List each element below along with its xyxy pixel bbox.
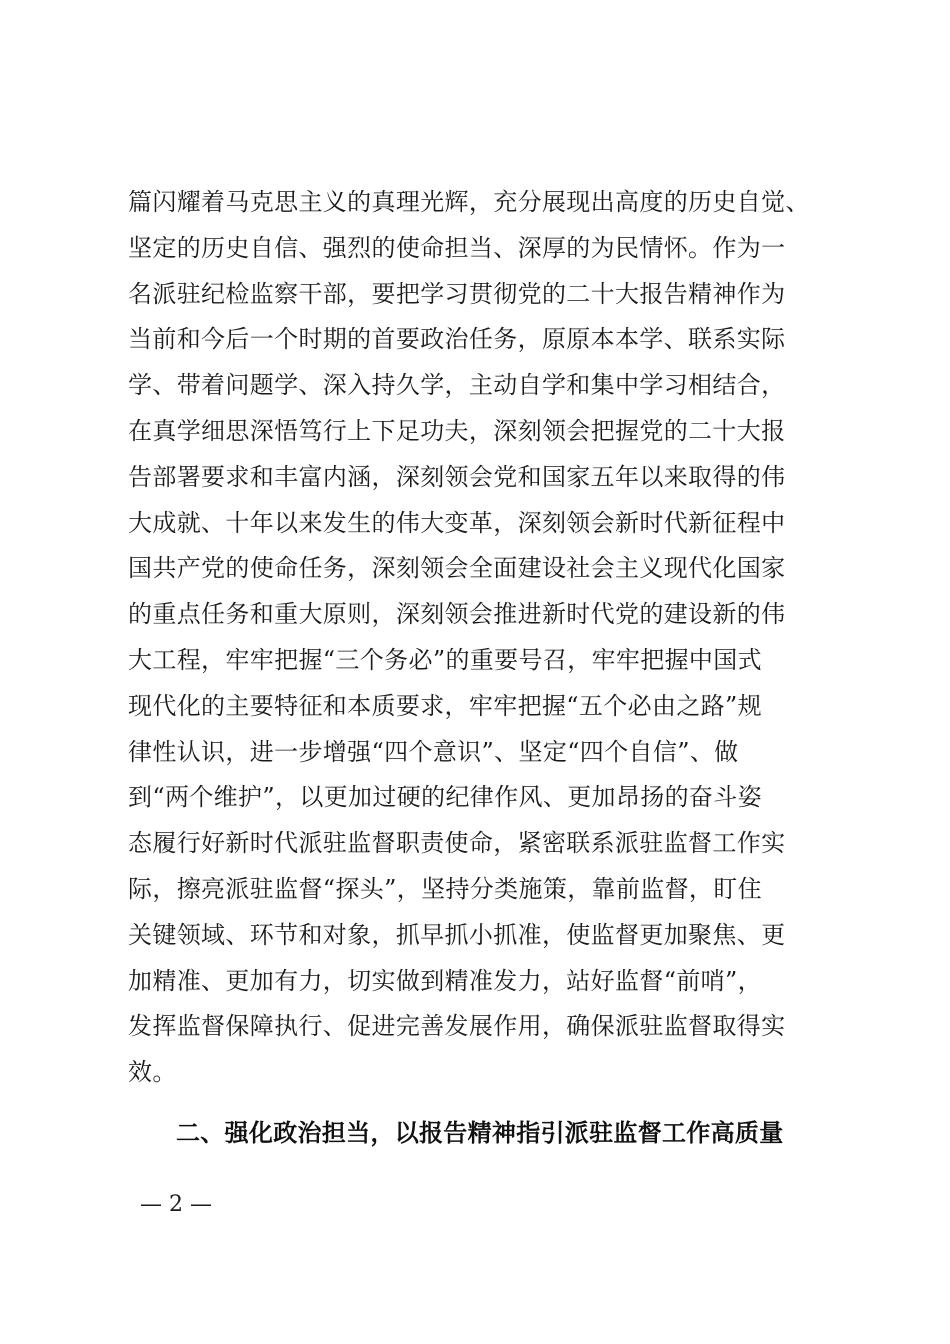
body-paragraph: 篇闪耀着马克思主义的真理光辉，充分展现出高度的历史自觉、 坚定的历史自信、强烈的使命担当、深厚的为民情怀。作为一 名派驻纪检监察干部，要把学习贯彻党的二十大报告精神作为 当前和今后一个时期的首要政治任务，原原本本学、联系实际 学、带着问题学、深入持久学，主动自学和集中学习相结合， 在真学细思深悟笃行上下足功夫，深刻领会把握党的二十大报 告部署要求和丰富内涵，深刻领会党和国家五年以来取得的伟 大成就、十年以来发生的伟大变革，深刻领会新时代新征程中 国共产党的使命任务，深刻领会全面建设社会主义现代化国家 的重点任务和重大原则，深刻领会推进新时代党的建设新的伟 大工程，牢牢把握“三个务必”的重要号召，牢牢把握中国式 现代化的主要特征和本质要求，牢牢把握“五个必由之路”规 律性认识，进一步增强“四个意识”、坚定“四个自信”、做 到“两个维护”，以更加过硬的纪律作风、更加昂扬的奋斗姿 态履行好新时代派驻监督职责使命，紧密联系派驻监督工作实 际，擦亮派驻监督“探头”，坚持分类施策，靠前监督，盯住 关键领域、环节和对象，抓早抓小抓准，使监督更加聚焦、更 加精准、更加有力，切实做到精准发力，站好监督“前哨”， 发挥监督保障执行、促进完善发展作用，确保派驻监督取得实 效。 — [128, 188, 810, 1087]
page-number: — 2 — — [140, 1192, 212, 1217]
section-heading: 二、强化政治担当，以报告精神指引派驻监督工作高质量 — [176, 1119, 784, 1147]
